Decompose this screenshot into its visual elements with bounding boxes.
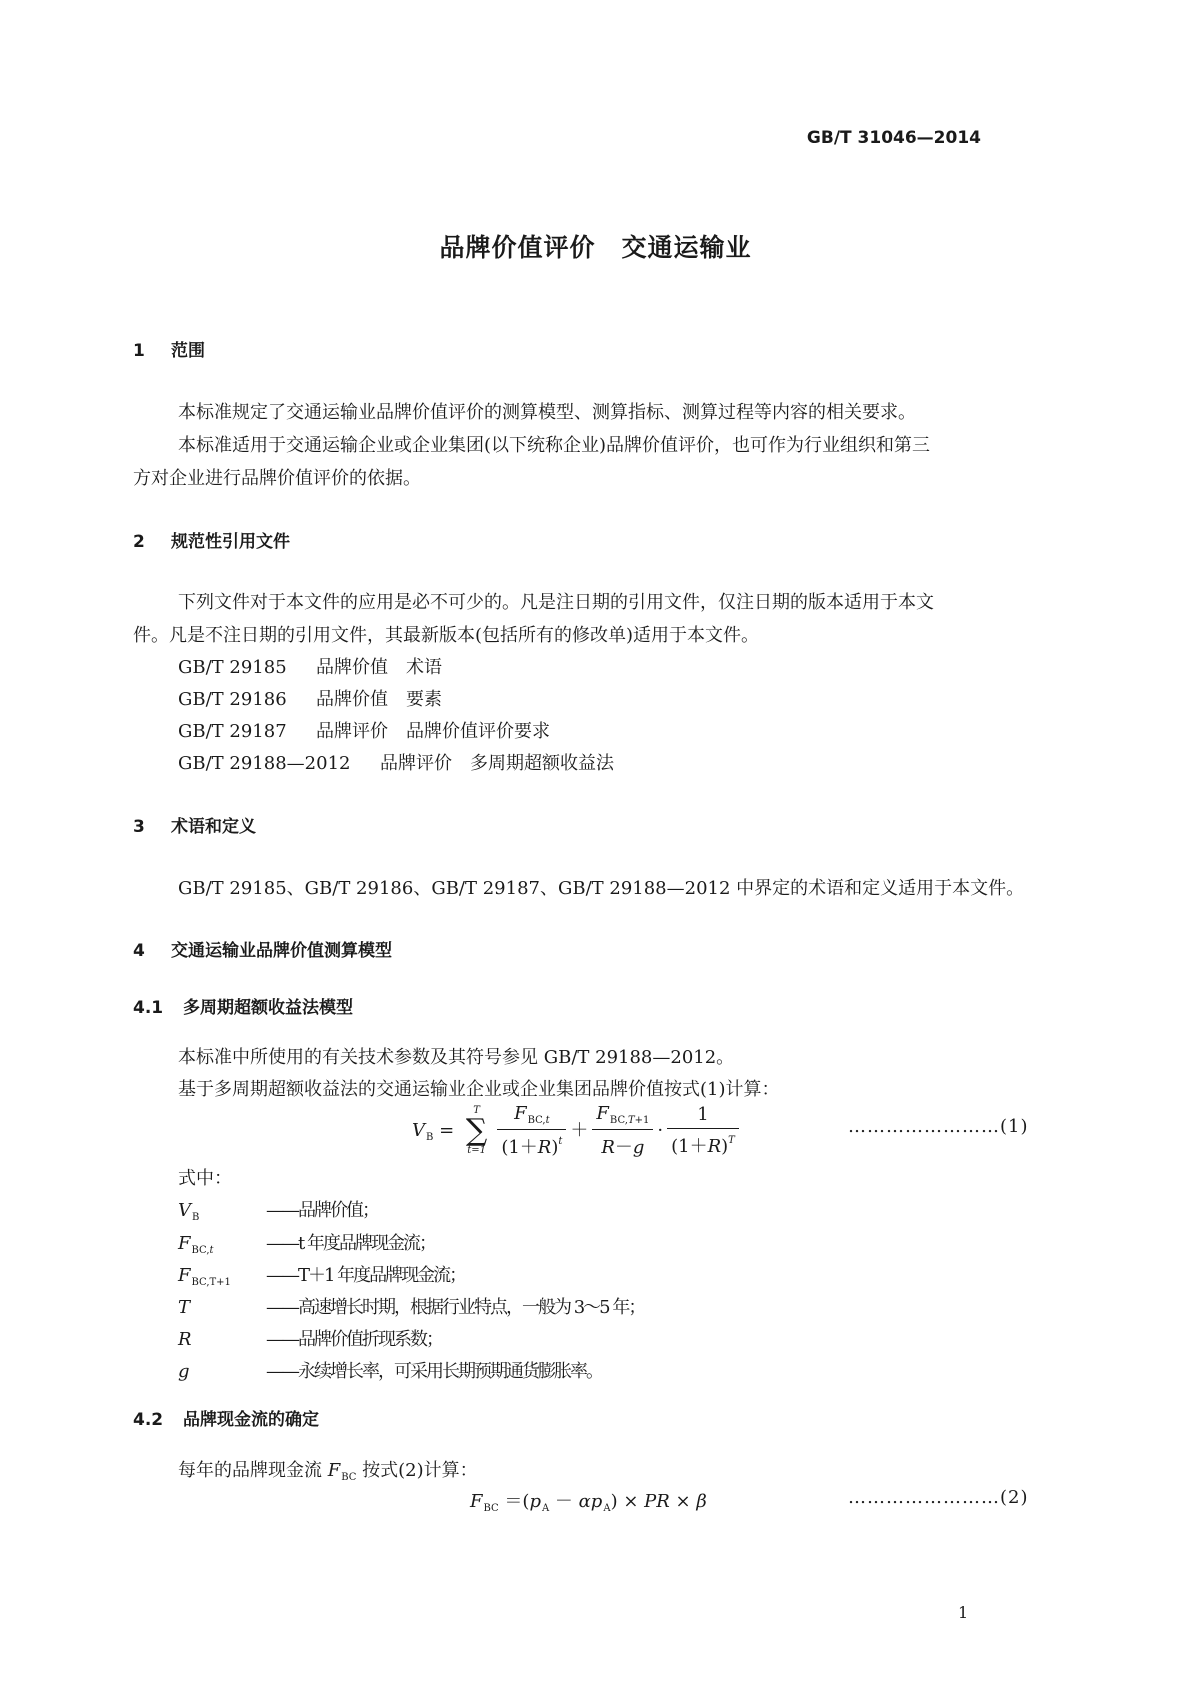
- paragraph: GB/T 29185、GB/T 29186、GB/T 29187、GB/T 29188—2012 中界定的术语和定义适用于本文件。: [178, 878, 1025, 899]
- subsection-4-2-heading: [133, 1405, 319, 1430]
- reference-item: [178, 685, 442, 711]
- section-number: 4.1: [133, 998, 164, 1018]
- section-number: 2: [133, 532, 145, 552]
- reference-code: GB/T 29185: [178, 657, 287, 678]
- variable-description: ——T＋1 年度品牌现金流；: [266, 1265, 466, 1286]
- document-code: GB/T 31046—2014: [806, 128, 981, 148]
- equation-number: ……………………(2): [848, 1487, 1029, 1508]
- section-number: 1: [133, 341, 145, 361]
- paragraph: 本标准规定了交通运输业品牌价值评价的测算模型、测算指标、测算过程等内容的相关要求。: [178, 402, 916, 423]
- paragraph: 件。凡是不注日期的引用文件，其最新版本(包括所有的修改单)适用于本文件。: [133, 625, 760, 646]
- section-title: 范围: [171, 341, 205, 361]
- paragraph: 下列文件对于本文件的应用是必不可少的。凡是注日期的引用文件，仅注日期的版本适用于本文: [178, 592, 934, 613]
- variable-description: ——高速增长时期，根据行业特点，一般为 3～5 年；: [266, 1297, 645, 1318]
- paragraph: 基于多周期超额收益法的交通运输业企业或企业集团品牌价值按式(1)计算：: [178, 1079, 780, 1100]
- variable-description: ——t 年度品牌现金流；: [266, 1233, 435, 1254]
- section-number: 3: [133, 817, 145, 837]
- equation-2: $F_{BC} =(p_A - \alpha p_A)$ × PR × β: [470, 1491, 707, 1514]
- reference-name: 品牌评价 多周期超额收益法: [380, 753, 614, 774]
- reference-code: GB/T 29187: [178, 721, 287, 742]
- section-title: 交通运输业品牌价值测算模型: [171, 941, 392, 961]
- paragraph: 方对企业进行品牌价值评价的依据。: [133, 468, 421, 489]
- subsection-4-1-heading: [133, 993, 353, 1018]
- section-title: 品牌现金流的确定: [183, 1410, 319, 1430]
- section-4-heading: [133, 936, 392, 961]
- variable-description: ——品牌价值；: [266, 1200, 378, 1221]
- where-label: 式中：: [178, 1168, 232, 1189]
- section-title: 多周期超额收益法模型: [183, 998, 353, 1018]
- paragraph: 本标准中所使用的有关技术参数及其符号参见 GB/T 29188—2012。: [178, 1047, 735, 1068]
- section-3-heading: [133, 812, 256, 837]
- variable-description: ——品牌价值折现系数；: [266, 1329, 442, 1350]
- page-number: 1: [958, 1603, 969, 1622]
- reference-code: GB/T 29188—2012: [178, 753, 351, 774]
- equation-number: ……………………(1): [848, 1116, 1029, 1137]
- variable-row: R ——品牌价值折现系数；: [178, 1329, 442, 1350]
- section-number: 4.2: [133, 1410, 164, 1430]
- reference-name: 品牌价值 要素: [316, 689, 442, 710]
- variable-description: ——永续增长率，可采用长期预期通货膨胀率。: [266, 1361, 602, 1382]
- reference-item: [178, 717, 550, 743]
- paragraph: 每年的品牌现金流 $F_{BC}$ 按式(2)计算：: [178, 1460, 478, 1483]
- reference-item: [178, 653, 442, 679]
- variable-row: $F_{BC,t}$ ——t 年度品牌现金流；: [178, 1233, 435, 1256]
- reference-item: [178, 749, 614, 775]
- reference-name: 品牌评价 品牌价值评价要求: [316, 721, 550, 742]
- reference-code: GB/T 29186: [178, 689, 287, 710]
- variable-row: T ——高速增长时期，根据行业特点，一般为 3～5 年；: [178, 1297, 645, 1318]
- document-title: 品牌价值评价 交通运输业: [439, 233, 752, 262]
- paragraph: 本标准适用于交通运输企业或企业集团(以下统称企业)品牌价值评价，也可作为行业组织和第三: [178, 435, 931, 456]
- section-1-heading: [133, 336, 205, 361]
- variable-row: g ——永续增长率，可采用长期预期通货膨胀率。: [178, 1361, 602, 1382]
- reference-name: 品牌价值 术语: [316, 657, 442, 678]
- section-2-heading: [133, 527, 290, 552]
- section-number: 4: [133, 941, 145, 961]
- section-title: 规范性引用文件: [171, 532, 290, 552]
- variable-row: $F_{BC,T+1}$ ——T＋1 年度品牌现金流；: [178, 1265, 466, 1288]
- equation-1: $V_B$ = T ∑ t=1 $\frac{F_{BC,t}}{(1+R)^t}$ ＋ $\frac{F_{BC,T+1}}{R-g}$ · $\frac{1}{(1+R)^T}$: [412, 1103, 743, 1159]
- variable-row: $V_B$ ——品牌价值；: [178, 1200, 378, 1223]
- section-title: 术语和定义: [171, 817, 256, 837]
